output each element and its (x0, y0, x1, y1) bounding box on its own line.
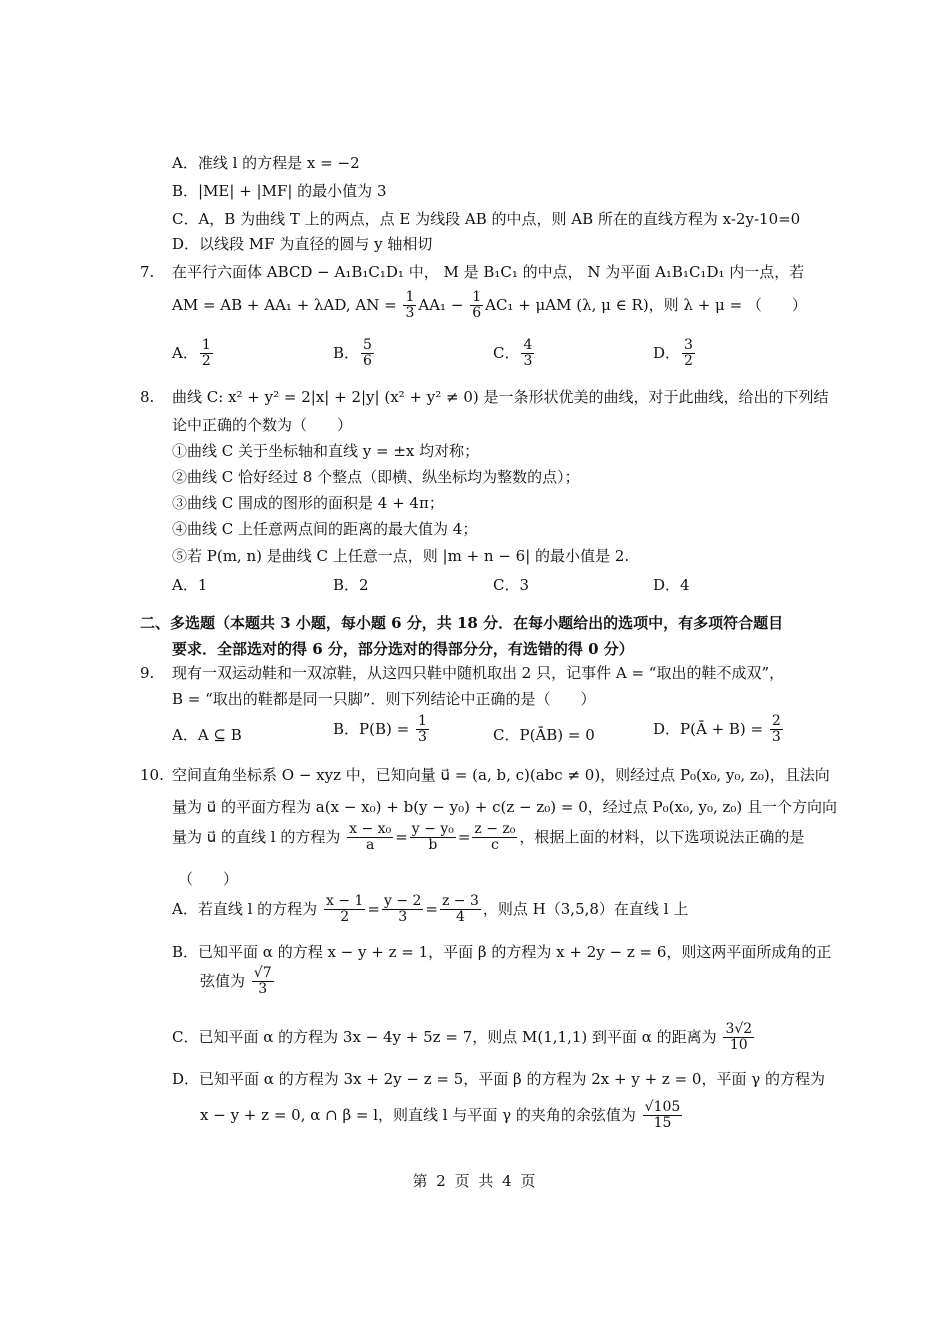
q7-vector-eq-b: AA₁ − (418, 295, 469, 314)
q8-stem-line2: 论中正确的个数为（ ） (172, 416, 353, 434)
q8-statement-5: ⑤若 P(m, n) 是曲线 C 上任意一点，则 |m + n − 6| 的最小值是 2. (172, 547, 630, 565)
q9-option-d: D．P(Ā + B) = $\frac{2}{3}$ (653, 713, 781, 746)
q8-option-d: D．4 (653, 576, 690, 594)
q8-statement-2: ②曲线 C 恰好经过 8 个整点（即横、纵坐标均为整数的点）； (172, 468, 580, 486)
q8-statement-4: ④曲线 C 上任意两点间的距离的最大值为 4； (172, 520, 478, 538)
q8-option-b: B．2 (333, 576, 369, 594)
q10-option-d-line2: x − y + z = 0, α ∩ β = l，则直线 l 与平面 γ 的夹角的余弦值为 $\frac{√105}{15}$ (200, 1099, 681, 1132)
q7-number: 7. (140, 263, 155, 281)
q6-option-b: B．|ME| + |MF| 的最小值为 3 (172, 182, 387, 200)
section2-heading-line1: 二、多选题（本题共 3 小题，每小题 6 分，共 18 分．在每小题给出的选项中，有多项符合题目 (140, 614, 784, 632)
section2-heading-line2: 要求．全部选对的得 6 分，部分选对的得部分分，有选错的得 0 分） (172, 640, 634, 658)
q9-option-a: A．A ⊆ B (172, 726, 242, 744)
q10-option-d-line1: D．已知平面 α 的方程为 3x + 2y − z = 5，平面 β 的方程为 2x + y + z = 0，平面 γ 的方程为 (172, 1070, 825, 1088)
q10-line-frac-y: $\frac{\text{y − y₀}}{b}$ (411, 821, 454, 854)
q9-number: 9. (140, 664, 155, 682)
q7-option-c: C． $\frac{4}{3}$ (493, 337, 533, 370)
q10-option-c: C．已知平面 α 的方程为 3x − 4y + 5z = 7，则点 M(1,1,1) 到平面 α 的距离为 $\frac{3√2}{10}$ (172, 1021, 753, 1054)
q10-line-frac-x: $\frac{\text{x − x₀}}{a}$ (349, 821, 392, 854)
page-footer: 第 2 页 共 4 页 (412, 1172, 538, 1190)
q10-stem-line3: 量为 u⃗ 的直线 l 的方程为 $\frac{\text{x − x₀}}{a}$ = $\frac{\text{y − y₀}}{b}$ = $\frac{\text{z − z₀}}{c}$ ，根据上面的材料，以下选项说法正确的是 (172, 821, 805, 854)
q7-frac-1-6: $\frac{1}{6}$ (472, 289, 482, 322)
q9-stem-line1: 现有一双运动鞋和一双凉鞋，从这四只鞋中随机取出 2 只，记事件 A = “取出的鞋不成双”， (172, 664, 785, 682)
q7-frac-1-3: $\frac{1}{3}$ (405, 289, 415, 322)
q9-option-b: B．P(B) = $\frac{1}{3}$ (333, 713, 427, 746)
q6-option-c: C．A，B 为曲线 T 上的两点，点 E 为线段 AB 的中点，则 AB 所在的直线方程为 x-2y-10=0 (172, 210, 801, 228)
q7-option-b: B． $\frac{5}{6}$ (333, 337, 372, 370)
q10-stem-line1: 空间直角坐标系 O − xyz 中，已知向量 u⃗ = (a, b, c)(abc ≠ 0)，则经过点 P₀(x₀, y₀, z₀)，且法向 (172, 766, 830, 784)
q8-number: 8. (140, 388, 155, 406)
q8-statement-3: ③曲线 C 围成的图形的面积是 4 + 4π； (172, 494, 444, 512)
q10-option-a: A．若直线 l 的方程为 $\frac{x - 1}{2}$ = $\frac{y - 2}{3}$ = $\frac{z - 3}{4}$ ，则点 H（3,5,8）在直线 l 上 (172, 893, 689, 926)
q10-option-b-line1: B．已知平面 α 的方程 x − y + z = 1，平面 β 的方程为 x + 2y − z = 6，则这两平面所成角的正 (172, 943, 832, 961)
q10-line-frac-z: $\frac{\text{z − z₀}}{c}$ (474, 821, 516, 854)
q10-answer-bracket: （ ） (178, 870, 239, 888)
q7-option-a: A． $\frac{1}{2}$ (172, 337, 211, 370)
q6-option-a: A．准线 l 的方程是 x = −2 (172, 154, 360, 172)
q8-stem-line1: 曲线 C: x² + y² = 2|x| + 2|y| (x² + y² ≠ 0) 是一条形状优美的曲线，对于此曲线，给出的下列结 (172, 388, 829, 406)
q10-option-b-line2: 弦值为 $\frac{√7}{3}$ (200, 965, 272, 998)
q7-vector-eq: AM = AB + AA₁ + λAD, AN = (172, 295, 402, 314)
q7-option-d: D． $\frac{3}{2}$ (653, 337, 693, 370)
q8-option-c: C．3 (493, 576, 530, 594)
q6-option-d: D．以线段 MF 为直径的圆与 y 轴相切 (172, 235, 433, 253)
q9-stem-line2: B = “取出的鞋都是同一只脚”．则下列结论中正确的是（ ） (172, 690, 596, 708)
q10-number: 10. (140, 766, 164, 784)
q7-stem-line2 (172, 290, 807, 322)
q10-stem-line2: 量为 u⃗ 的平面方程为 a(x − x₀) + b(y − y₀) + c(z − z₀) = 0，经过点 P₀(x₀, y₀, z₀) 且一个方向向 (172, 798, 838, 816)
q7-stem-line1: 在平行六面体 ABCD − A₁B₁C₁D₁ 中， M 是 B₁C₁ 的中点， N 为平面 A₁B₁C₁D₁ 内一点，若 (172, 263, 805, 281)
q7-vector-eq-c: AC₁ + μAM (λ, μ ∈ R)，则 λ + μ = （ ） (485, 295, 807, 314)
q8-option-a: A．1 (172, 576, 208, 594)
q8-statement-1: ①曲线 C 关于坐标轴和直线 y = ±x 均对称； (172, 442, 480, 460)
q9-option-c: C．P(ĀB) = 0 (493, 726, 595, 744)
